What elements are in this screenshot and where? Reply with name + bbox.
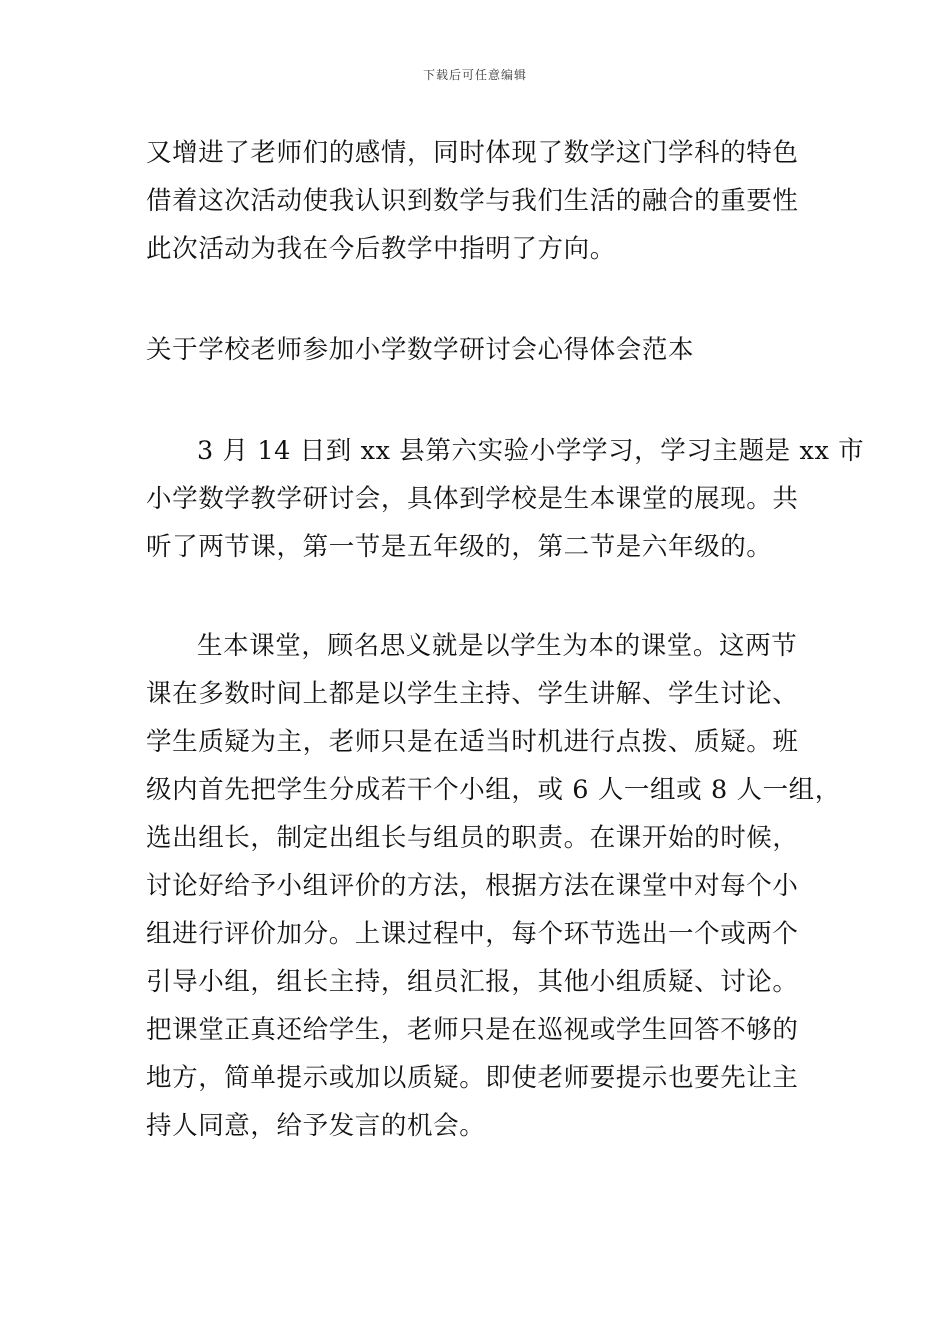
text-line: 借着这次活动使我认识到数学与我们生活的融合的重要性 <box>146 186 799 216</box>
text-line: 3 月 14 日到 xx 县第六实验小学学习，学习主题是 xx 市 <box>197 436 865 466</box>
text-line: 持人同意，给予发言的机会。 <box>146 1111 486 1141</box>
section-title <box>146 326 812 374</box>
intro-paragraph <box>146 129 812 273</box>
text-line: 生本课堂，顾名思义就是以学生为本的课堂。这两节 <box>197 631 798 661</box>
text-line: 地方，简单提示或加以质疑。即使老师要提示也要先让主 <box>146 1063 799 1093</box>
text-line: 学生质疑为主，老师只是在适当时机进行点拨、质疑。班 <box>146 727 799 757</box>
text-line: 又增进了老师们的感情，同时体现了数学这门学科的特色 <box>146 138 799 168</box>
text-line: 听了两节课，第一节是五年级的，第二节是六年级的。 <box>146 532 773 562</box>
text-line: 此次活动为我在今后教学中指明了方向。 <box>146 234 616 264</box>
page-header-note: 下载后可任意编辑 <box>422 68 527 82</box>
section-title-text: 关于学校老师参加小学数学研讨会心得体会范本 <box>146 335 695 365</box>
text-line: 级内首先把学生分成若干个小组，或 6 人一组或 8 人一组， <box>146 775 841 805</box>
text-line: 把课堂正真还给学生，老师只是在巡视或学生回答不够的 <box>146 1015 799 1045</box>
text-line: 讨论好给予小组评价的方法，根据方法在课堂中对每个小 <box>146 871 799 901</box>
text-line: 选出组长，制定出组长与组员的职责。在课开始的时候， <box>146 823 799 853</box>
text-line: 课在多数时间上都是以学生主持、学生讲解、学生讨论、 <box>146 679 799 709</box>
text-line: 小学数学教学研讨会，具体到学校是生本课堂的展现。共 <box>146 484 799 514</box>
text-line: 引导小组，组长主持，组员汇报，其他小组质疑、讨论。 <box>146 967 799 997</box>
paragraph-1 <box>146 427 865 571</box>
text-line: 组进行评价加分。上课过程中，每个环节选出一个或两个 <box>146 919 799 949</box>
paragraph-2 <box>146 622 841 1150</box>
